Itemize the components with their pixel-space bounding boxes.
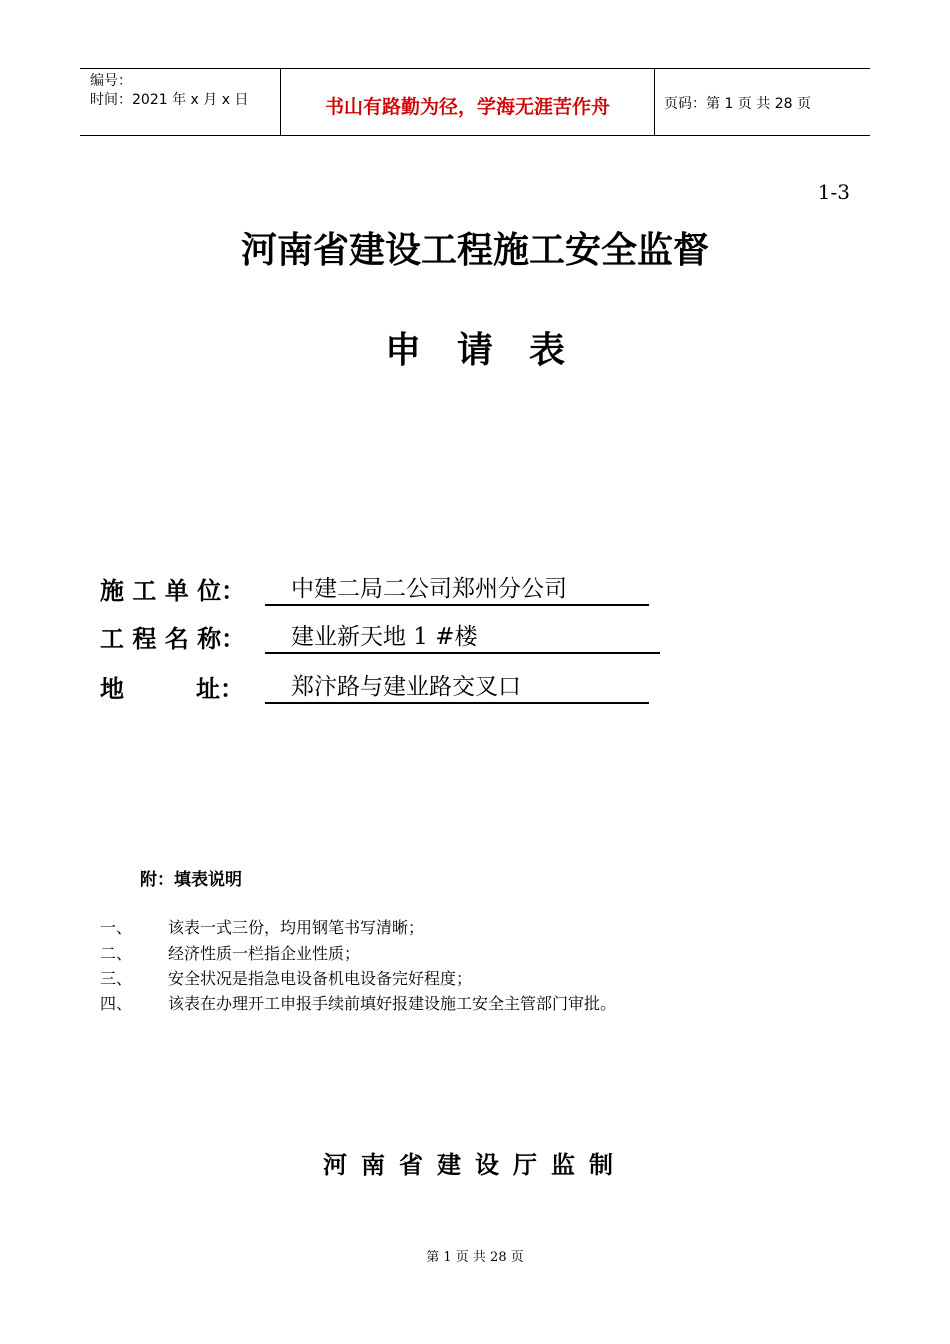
header-number-label: 编号： xyxy=(90,73,132,89)
note-item xyxy=(100,991,616,1014)
header-motto: 书山有路勤为径，学海无涯苦作舟 xyxy=(324,96,610,118)
notes-heading: 附：填表说明 xyxy=(140,870,242,890)
document-code: 1-3 xyxy=(817,180,850,204)
note-item xyxy=(100,915,424,938)
page-title: 河南省建设工程施工安全监督 xyxy=(240,229,709,271)
field-value: 建业新天地 1 #楼 xyxy=(265,622,660,654)
note-number: 一、 xyxy=(100,918,133,937)
note-item xyxy=(100,941,360,964)
note-number: 三、 xyxy=(100,969,133,988)
note-text: 安全状况是指急电设备机电设备完好程度； xyxy=(168,969,473,988)
header-page-info: 页码：第 1 页 共 28 页 xyxy=(664,96,811,112)
field-label: 工 程 名 称： xyxy=(100,624,246,653)
field-value: 郑汴路与建业路交叉口 xyxy=(265,672,649,704)
note-text: 经济性质一栏指企业性质； xyxy=(168,944,361,963)
note-text: 该表一式三份，均用钢笔书写清晰； xyxy=(168,918,425,937)
field-row-construction-unit xyxy=(100,572,649,606)
issuing-organization: 河南省建设厅监制 xyxy=(323,1151,627,1179)
note-text: 该表在办理开工申报手续前填好报建设施工安全主管部门审批。 xyxy=(168,994,617,1013)
header-time-label: 时间：2021 年 x 月 x 日 xyxy=(90,92,249,108)
page-footer: 第 1 页 共 28 页 xyxy=(426,1250,524,1265)
note-number: 二、 xyxy=(100,944,133,963)
header-top-rule xyxy=(80,68,870,69)
header-bottom-rule xyxy=(80,135,870,136)
field-label: 施 工 单 位： xyxy=(100,576,246,605)
note-number: 四、 xyxy=(100,994,133,1013)
field-label: 地 址： xyxy=(100,674,244,703)
field-value: 中建二局二公司郑州分公司 xyxy=(265,574,649,606)
field-row-address xyxy=(100,670,649,704)
header-divider-right xyxy=(654,68,655,136)
note-item xyxy=(100,966,472,989)
field-row-project-name xyxy=(100,620,660,654)
page-subtitle: 申 请 表 xyxy=(384,329,565,371)
